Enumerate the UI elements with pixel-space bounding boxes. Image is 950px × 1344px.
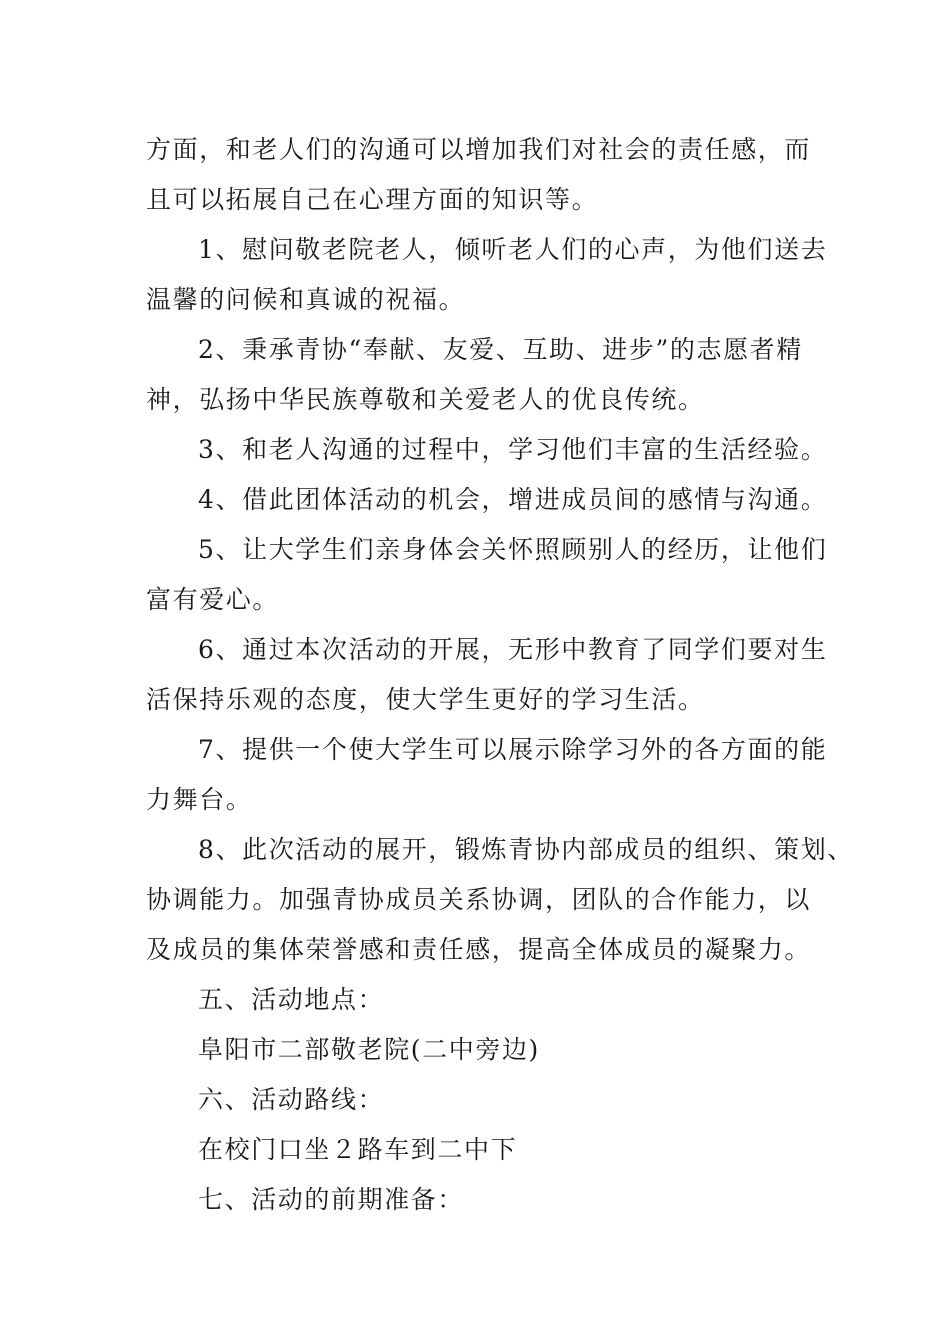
paragraph-line: 且可以拓展自己在心理方面的知识等。 xyxy=(146,185,599,214)
paragraph-line: 7、提供一个使大学生可以展示除学习外的各方面的能 xyxy=(198,735,828,764)
paragraph-line: 协调能力。加强青协成员关系协调，团队的合作能力，以 xyxy=(146,885,812,914)
paragraph-line: 力舞台。 xyxy=(146,785,253,814)
paragraph-line: 富有爱心。 xyxy=(146,585,280,614)
paragraph-line: 6、通过本次活动的开展，无形中教育了同学们要对生 xyxy=(198,635,828,664)
paragraph-line: 温馨的问候和真诚的祝福。 xyxy=(146,285,466,314)
paragraph-line: 2、秉承青协“奉献、友爱、互助、进步”的志愿者精 xyxy=(198,335,803,364)
paragraph-line: 及成员的集体荣誉感和责任感，提高全体成员的凝聚力。 xyxy=(146,935,812,964)
paragraph-line: 5、让大学生们亲身体会关怀照顾别人的经历，让他们 xyxy=(198,535,828,564)
paragraph-line: 七、活动的前期准备： xyxy=(198,1185,465,1214)
paragraph-line: 五、活动地点： xyxy=(198,985,385,1014)
paragraph-line: 在校门口坐２路车到二中下 xyxy=(198,1135,518,1164)
paragraph-line: 方面，和老人们的沟通可以增加我们对社会的责任感，而 xyxy=(146,135,812,164)
paragraph-line: 活保持乐观的态度，使大学生更好的学习生活。 xyxy=(146,685,705,714)
paragraph-line: 六、活动路线： xyxy=(198,1085,385,1114)
paragraph-line: 神，弘扬中华民族尊敬和关爱老人的优良传统。 xyxy=(146,385,705,414)
paragraph-line: 阜阳市二部敬老院(二中旁边) xyxy=(198,1035,540,1064)
paragraph-line: 1、慰问敬老院老人，倾听老人们的心声，为他们送去 xyxy=(198,235,828,264)
paragraph-line: 8、此次活动的展开，锻炼青协内部成员的组织、策划、 xyxy=(198,835,854,864)
paragraph-line: 3、和老人沟通的过程中，学习他们丰富的生活经验。 xyxy=(198,435,828,464)
paragraph-line: 4、借此团体活动的机会，增进成员间的感情与沟通。 xyxy=(198,485,828,514)
document-body xyxy=(146,125,854,1225)
